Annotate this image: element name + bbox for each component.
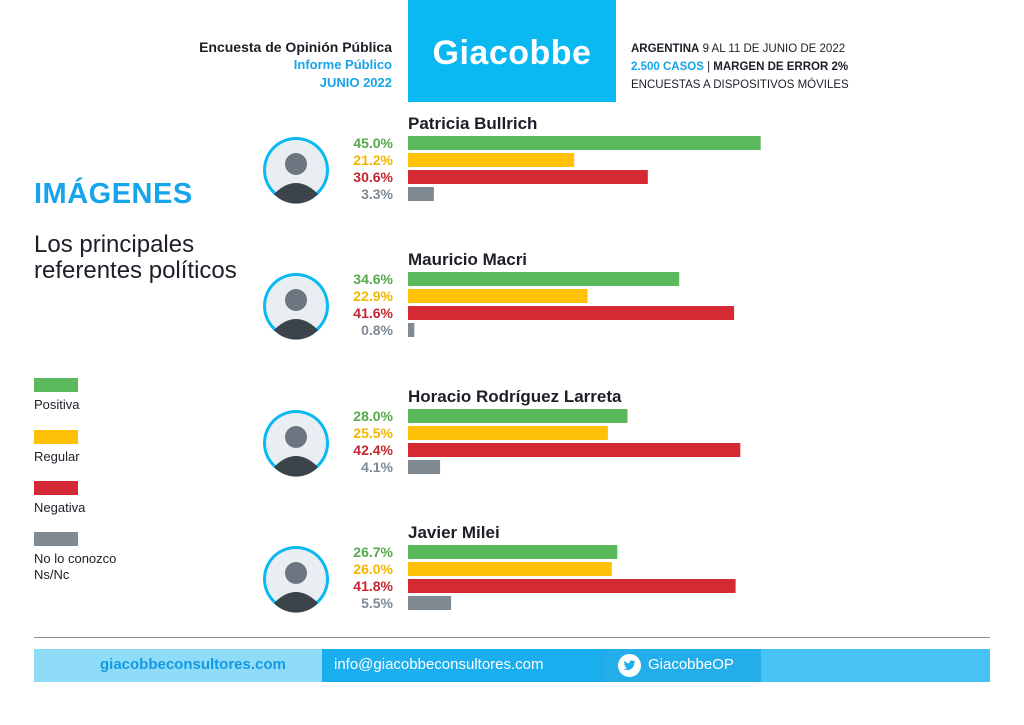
survey-title: Encuesta de Opinión Pública: [199, 39, 392, 55]
bar-negativa: [408, 443, 740, 457]
legend-label-regular: Regular: [34, 449, 80, 464]
bar-negativa: [408, 579, 736, 593]
survey-dates: 9 AL 11 DE JUNIO DE 2022: [699, 43, 846, 55]
bar-value-label: 21.2%: [353, 152, 393, 168]
bar-regular: [408, 153, 574, 167]
survey-country: ARGENTINA: [631, 43, 700, 55]
candidate-name: Patricia Bullrich: [408, 114, 538, 133]
person-photo-icon: [263, 137, 329, 204]
bar-regular: [408, 426, 608, 440]
bar-value-label: 25.5%: [353, 425, 393, 441]
bar-value-label: 3.3%: [361, 186, 393, 202]
footer-twitter-handle[interactable]: GiacobbeOP: [648, 656, 734, 673]
legend-label-negativa: Negativa: [34, 500, 86, 515]
footer-website-link[interactable]: giacobbeconsultores.com: [100, 656, 286, 673]
bar-value-label: 26.7%: [353, 544, 393, 560]
footer-divider: [34, 637, 990, 638]
margin-of-error: MARGEN DE ERROR 2%: [713, 61, 849, 73]
twitter-bird-icon[interactable]: [618, 654, 641, 677]
report-date: JUNIO 2022: [319, 75, 392, 90]
footer-email-link[interactable]: info@giacobbeconsultores.com: [334, 656, 544, 673]
bar-regular: [408, 289, 588, 303]
bar-value-label: 34.6%: [353, 271, 393, 287]
separator: |: [703, 61, 714, 73]
bar-regular: [408, 562, 612, 576]
bar-value-label: 28.0%: [353, 408, 393, 424]
candidate-group-horacio-rodriguez-larreta: [263, 387, 740, 477]
candidate-name: Javier Milei: [408, 523, 500, 542]
candidate-name: Horacio Rodríguez Larreta: [408, 387, 622, 406]
footer-bar: [34, 649, 990, 682]
report-type: Informe Público: [293, 57, 392, 72]
brand-logo: Giacobbe: [432, 34, 592, 72]
candidate-group-javier-milei: [263, 523, 736, 613]
person-photo-icon: [263, 546, 329, 613]
bar-value-label: 30.6%: [353, 169, 393, 185]
bar-value-label: 22.9%: [353, 288, 393, 304]
bar-negativa: [408, 170, 648, 184]
person-photo-icon: [263, 273, 329, 340]
bar-value-label: 45.0%: [353, 135, 393, 151]
bar-no: [408, 596, 451, 610]
bar-positiva: [408, 545, 617, 559]
bar-value-label: 26.0%: [353, 561, 393, 577]
bar-value-label: 41.8%: [353, 578, 393, 594]
candidate-name: Mauricio Macri: [408, 250, 528, 269]
bar-value-label: 42.4%: [353, 442, 393, 458]
sample-size: 2.500 CASOS: [631, 61, 704, 73]
section-title: IMÁGENES: [34, 178, 193, 210]
bar-no: [408, 323, 414, 337]
candidate-group-patricia-bullrich: [263, 114, 761, 204]
legend-label-positiva: Positiva: [34, 397, 80, 412]
candidate-group-mauricio-macri: [263, 250, 734, 340]
survey-method: ENCUESTAS A DISPOSITIVOS MÓVILES: [631, 79, 849, 91]
person-photo-icon: [263, 410, 329, 477]
legend-label-nsnc-text: No lo conozco Ns/Nc: [34, 551, 117, 582]
bar-value-label: 4.1%: [361, 459, 393, 475]
bar-value-label: 0.8%: [361, 322, 393, 338]
bar-value-label: 41.6%: [353, 305, 393, 321]
bar-positiva: [408, 409, 628, 423]
bar-positiva: [408, 272, 679, 286]
bar-no: [408, 187, 434, 201]
bar-negativa: [408, 306, 734, 320]
bar-no: [408, 460, 440, 474]
bar-positiva: [408, 136, 761, 150]
section-subtitle: Los principales referentes políticos: [34, 231, 237, 284]
bar-value-label: 5.5%: [361, 595, 393, 611]
